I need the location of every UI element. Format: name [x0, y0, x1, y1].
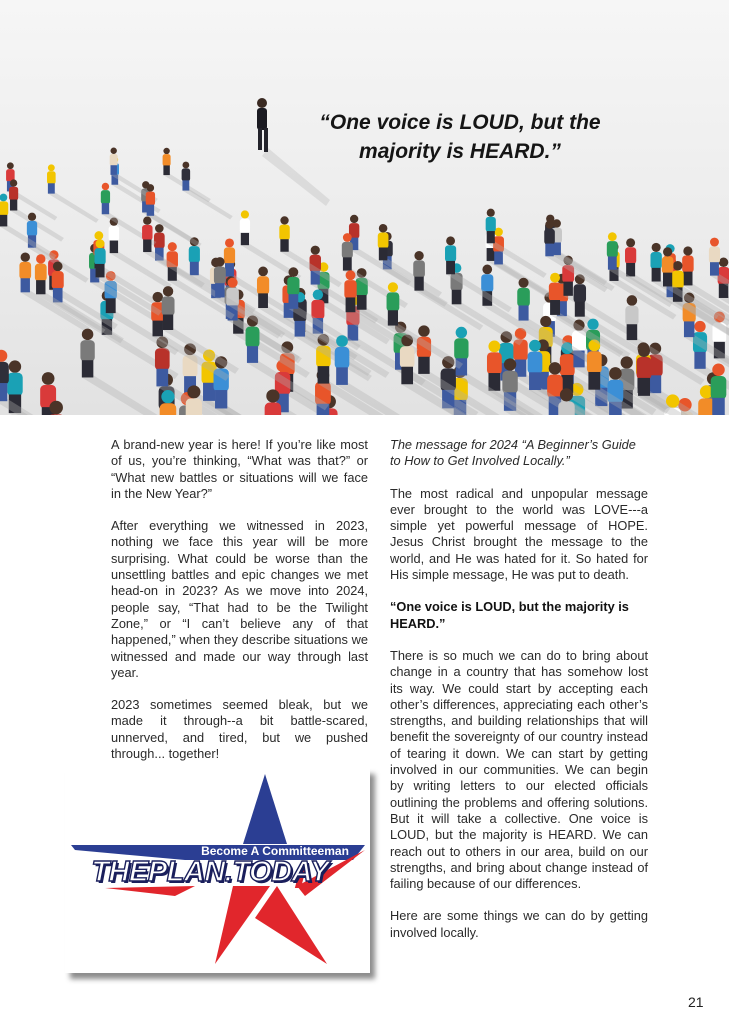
right-intro: The message for 2024 “A Beginner’s Guide to How to Get Involved Locally.”	[390, 437, 636, 469]
right-paragraph-2: There is so much we can do to bring about change in a country that has somehow lost its way. We could start by accepting each other’s differences, appreciating each other’s strengths, and building relationships that will benefit the sovereignty of our country instead of tearing it down. We can start by getting involved in our communities. We can begin by writing letters to our elected officials outlining the problems and offering solutions. But it will take a collective. One voice is LOUD, but the majority is HEARD. We can reach out to others in our area, build on our strengths, and bring about change instead of failing because of our differences.	[390, 647, 648, 892]
page-number: 21	[688, 994, 704, 1010]
left-paragraph-1: A brand-new year is here! If you’re like most of us, you’re thinking, “What was that?” or “What new battles or situations will we face in the New Year?”	[111, 437, 368, 501]
logo-banner-text: Become A Committeeman	[201, 844, 349, 858]
hero-photo	[0, 0, 729, 415]
theplan-today-logo	[65, 768, 370, 973]
star-blue-top	[243, 774, 287, 844]
hero-quote: “One voice is LOUD, but the majority is HEARD.”	[319, 111, 601, 163]
crowd-person	[182, 162, 233, 220]
left-paragraph-3: 2023 sometimes seemed bleak, but we made it through--a bit battle-scared, unnerved, and tired, but we pushed through... together!	[111, 697, 368, 762]
right-paragraph-1: The most radical and unpopular message ever brought to the world was LOVE---a simple yet powerful message of HOPE. Jesus Christ brought the message to the world, and He was hated for it. So hated for His simple message, He was put to death.	[390, 485, 648, 583]
crowd-person	[711, 364, 729, 415]
right-column	[390, 437, 648, 957]
crowd-figures	[0, 148, 729, 415]
right-heading: “One voice is LOUD, but the majority is HEARD.”	[390, 599, 629, 631]
logo-brand-text: THEPLAN.TODAY	[91, 856, 329, 888]
star-red-right	[255, 886, 327, 964]
left-paragraph-2: After everything we witnessed in 2023, nothing we face this year will be more surprising. What could be worse than the unsettling battles and epic changes we met head-on in 2023? As we move into 2024, people say, “That had to be the Twilight Zone,” or “I can’t believe any of that happened,” when they describe situations we witnessed and made our way through last year.	[111, 518, 368, 680]
crowd-person	[47, 164, 99, 223]
right-paragraph-3: Here are some things we can do by getting involved locally.	[390, 908, 648, 940]
crowd-person	[378, 224, 442, 297]
left-column	[111, 437, 368, 778]
crowd-illustration	[0, 0, 729, 415]
crowd-person	[486, 209, 547, 278]
star-red-left	[215, 886, 270, 964]
